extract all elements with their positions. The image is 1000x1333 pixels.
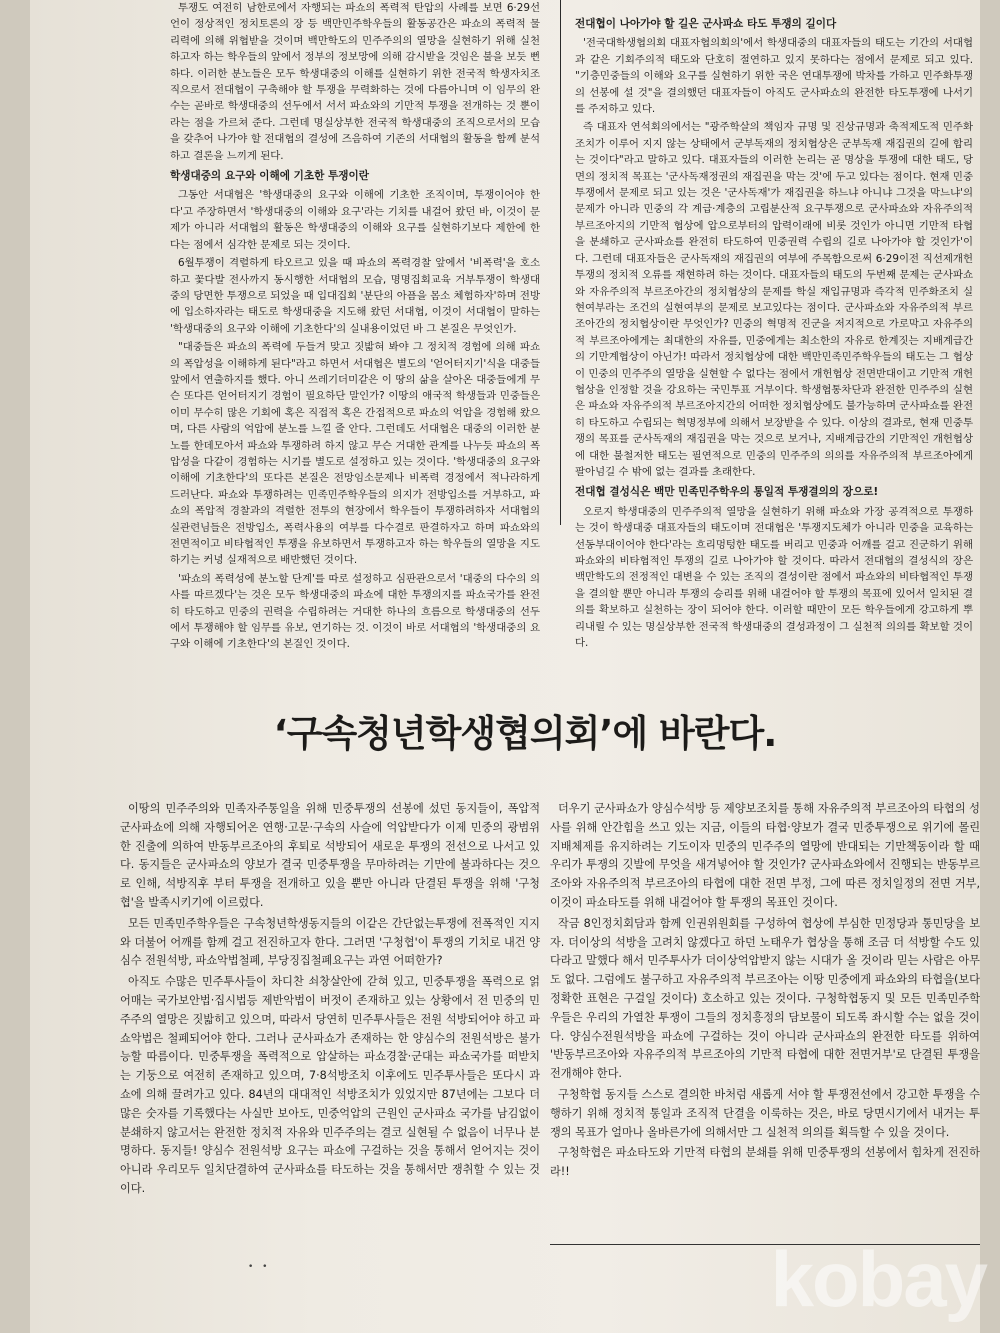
paragraph: '파쇼의 폭력성에 분노할 단계'를 따로 설정하고 심판관으로서 '대중의 다수의 의사를 따르겠다'는 것은 모두 학생대중의 파쇼에 대한 투쟁의지를 파쇼국가를 완전히 타도하고 민중의 권력을 수립하려는 거대한 하나의 흐름으로 학생대중의 선두에서 투쟁해야 할 임무를 유보, 연기하는 것. 이것이 바로 서대협의 '학생대중의 요구와 이해에 기초한다'의 본질인 것이다. <box>170 572 540 651</box>
paragraph: 오로지 학생대중의 민주주의적 열망을 실현하기 위해 파쇼와 가장 공격적으로 투쟁하는 것이 학생대중 대표자들의 태도이며 전대협은 '투쟁지도체가 아니라 민중을 교육하는 선동부대이어야 한다'라는 흐리멍텅한 태도를 버리고 민중과 어깨를 걸고 진군하기 위해 파쇼와의 비타협적인 투쟁의 길로 나아가야 할 것이다. 따라서 전대협의 결성식의 장은 백만학도의 전정적인 대변을 수 있는 조직의 결성이란 점에서 파쇼와의 비타협적인 투쟁을 결의할 뿐만 아니라 투쟁의 승리를 위해 내걸어야 할 투쟁의 목표에 있어서 일치된 결의를 확보하고 실천하는 장이 되어야 한다. 이러할 때만이 모든 학우들에게 강고하게 뿌리내릴 수 있는 명실상부한 전국적 학생대중의 결성과정이 그 실천적 의의를 확보할 것이다. <box>575 505 973 650</box>
bottom-right-column <box>550 800 980 1245</box>
section-heading: 학생대중의 요구와 이해에 기초한 투쟁이란 <box>170 170 369 183</box>
paragraph: 작금 8인정치회담과 함께 인권위원회를 구성하여 협상에 부심한 민정당과 통민당을 보자. 더이상의 석방을 고려치 않겠다고 하던 노태우가 협상을 통해 조금 더 석방할 수도 있다라고 말했다 해서 민주투사가 더이상억압받지 않는 시대가 올 것이라 믿는 사람은 아무도 없다. 그럼에도 불구하고 자유주의적 부르조아는 이땅 민중에게 파쇼와의 타협을(보다 정확한 표현은 구걸일 것이다) 호소하고 있는 것이다. 구청학협동지 및 모든 민족민주학우들은 우리의 가열찬 투쟁이 그들의 정치흥정의 담보물이 되도록 좌시할 수는 없을 것이다. 양심수전원석방을 파쇼에 구걸하는 것이 아니라 군사파쇼의 완전한 타도를 위하여 '반동부르조아와 자유주의적 부르조아의 기만적 타협에 대한 전면거부'로 단결된 투쟁을 전개해야 한다. <box>550 916 980 1081</box>
top-left-column <box>170 0 540 690</box>
paragraph: 아직도 수많은 민주투사들이 차디찬 쇠창살안에 갇혀 있고, 민중투쟁을 폭력으로 얽어매는 국가보안법·집시법등 제반악법이 버젓이 존재하고 있는 상황에서 전 민중의 민주주의 열망은 짓밟히고 있으며, 따라서 당연히 민주투사들은 전원 석방되어야 하고 파쇼악법은 철폐되어야 한다. 그러나 군사파쇼가 존재하는 한 양심수의 전원석방은 불가능할 따름이다. 민중투쟁을 폭력적으로 압살하는 파쇼경찰·군대는 파쇼국가를 떠받치는 기둥으로 여전히 존재하고 있으며, 7·8석방조치 이후에도 민주투사들은 또다시 과쇼에 의해 끌려가고 있다. 84년의 대대적인 석방조치가 있었지만 87년에는 그보다 더많은 숫자를 기록했다는 사실만 보아도, 민중억압의 근원인 군사파쇼 국가를 남김없이 분쇄하지 않고서는 완전한 정치적 자유와 민주주의는 결코 실현될 수 없음이 너무나 분명하다. 동지들! 양심수 전원석방 요구는 파쇼에 구걸하는 것을 통해서 얻어지는 것이 아니라 우리모두 일치단결하여 군사파쇼를 타도하는 것을 통해서만 쟁취할 수 있는 것이다. <box>120 975 540 1195</box>
paragraph: 투쟁도 여전히 남한로에서 자행되는 파쇼의 폭력적 탄압의 사례를 보면 6·29선언이 정상적인 정치토론의 장 등 백만민주학우들의 활동공간은 파쇼의 폭력적 물리력에 의해 위협받을 것이며 백만학도의 민주주의의 열망을 실현하기 위해 실천하고자 하는 학우들의 앞에서 정부의 정보망에 의해 감시받을 것임은 불을 보듯 뻔하다. 이러한 분노들은 모두 학생대중의 이해를 실현하기 위한 전국적 학생자치조직으로서 전대협이 구축해야 할 투쟁을 무력화하는 것에 다름아니며 이 임무의 완수는 곧바로 학생대중의 선두에서 서서 파쇼와의 기만적 투쟁을 전개하는 것 뿐이라는 점을 가르쳐 준다. 그런데 명실상부한 전국적 학생대중의 조직으로서의 모습을 갖추어 나가야 할 전대협의 결성에 즈음하여 기존의 서대협의 활동을 함께 분석하고 결론을 느끼게 된다. <box>170 2 540 162</box>
paragraph: '전국대학생협의회 대표자협의회의'에서 학생대중의 대표자들의 태도는 기간의 서대협과 같은 기회주의적 태도와 단호히 절연하고 있지 못하다는 점에서 문제로 되고 있다. "기층민중들의 이해와 요구를 실현하기 위한 국은 연대투쟁에 박차를 가하고 민주화투쟁의 선봉에 설 것"을 결의했던 대표자들이 아직도 군사파쇼의 완전한 타도투쟁에 나서기를 주저하고 있다. <box>575 37 973 116</box>
bottom-left-column <box>120 800 540 1270</box>
top-right-column <box>575 12 973 712</box>
paragraph: 구청학협 동지들 스스로 결의한 바처럼 새롭게 서야 할 투쟁전선에서 강고한 투쟁을 수행하기 위해 정치적 통일과 조직적 단결을 이룩하는 것은, 바로 당면시기에서 내거는 투쟁의 목표가 얼마나 올바른가에 의해서만 그 실천적 의의를 획득할 수 있을 것이다. <box>550 1087 980 1139</box>
paragraph: 더우기 군사파쇼가 양심수석방 등 제양보조치를 통해 자유주의적 부르조아의 타협의 성사를 위해 안간힘을 쓰고 있는 지금, 이들의 타협·양보가 결국 민중투쟁으로 위기에 몰린 지배체제를 유지하려는 기도이자 민중의 민주주의 열망에 반대되는 기만책동이라 할 때 우리가 투쟁의 깃발에 무엇을 새겨넣어야 할 것인가? 군사파쇼와에서 진행되는 반동부르조아와 자유주의적 부르조아의 타협에 대한 전면 부정, 그에 따른 정치일정의 전면 거부, 이것이 파쇼타도를 위해 내걸어야 할 투쟁의 목표인 것이다. <box>550 802 980 909</box>
paragraph: 6월투쟁이 격렬하게 타오르고 있을 때 파쇼의 폭력경찰 앞에서 '비폭력'을 호소하고 꽃다발 전사까지 동시행한 서대협의 모습, 명명집회교육 거부투쟁이 학생대중의 당면한 투쟁으로 되었을 때 입대집회 '분단의 아픔을 몸소 체험하자'하며 전방에 입소하자라는 태도로 학생대중을 지도해 왔던 서대협, 이것이 서대협이 말하는 '학생대중의 요구와 이해에 기초한다'의 실내용이었던 바 그 본질은 무엇인가. <box>170 257 540 335</box>
newspaper-page <box>30 0 980 1333</box>
column-divider <box>560 0 561 525</box>
watermark-logo: kobay <box>770 1235 986 1323</box>
print-specks: • • <box>248 1262 271 1272</box>
section-heading: 전대협 결성식은 백만 민족민주학우의 통일적 투쟁결의의 장으로! <box>575 486 879 499</box>
paragraph: 모든 민족민주학우들은 구속청년학생동지들의 이같은 간단없는투쟁에 전폭적인 지지와 더불어 어깨를 함께 걸고 전진하고자 한다. 그러면 '구청협'이 투쟁의 기치로 내건 양심수 전원석방, 파쇼악법철폐, 부당징집철폐요구는 과연 어떠한가? <box>120 916 540 968</box>
paragraph: 구청학협은 파쇼타도와 기만적 타협의 분쇄를 위해 민중투쟁의 선봉에서 힘차게 전진하라!! <box>550 1146 980 1179</box>
article-headline: ‘구속청년학생협의회’에 바란다. <box>273 712 777 755</box>
paragraph: 이땅의 민주주의와 민족자주통일을 위해 민중투쟁의 선봉에 섰던 동지들이, 폭압적 군사파쇼에 의해 자행되어온 연행·고문·구속의 사슬에 억압받다가 이제 민중의 광범위한 진출에 의하여 반동부르조아의 후퇴로 석방되어 새로운 투쟁의 전선으로 나서고 있다. 동지들은 군사파쇼의 양보가 결국 민중투쟁을 무마하려는 기만에 불과하다는 것으로 인해, 석방직후 부터 투쟁을 전개하고 있을 뿐만 아니라 단결된 투쟁을 위해 '구청협'을 발족시키기에 이르렀다. <box>120 802 540 909</box>
paragraph: 즉 대표자 연석회의에서는 "광주학살의 책임자 규명 및 진상규명과 축적제도적 민주화조치가 이루어 지지 않는 상태에서 군부독재의 정치협상은 군부독재 재집권의 길에 합리는 것이다"라고 말하고 있다. 대표자들의 이러한 논리는 곧 명상을 투쟁에 대한 태도, 당면의 정치적 목표는 '군사독재정권의 재집권을 막는 것'에 두고 있다는 점이다. 현재 민중투쟁에서 문제로 되고 있는 것은 '군사독재'가 재집권을 하느냐 아니냐 그것을 막느냐'의 문제가 아니라 민중의 각 계급·계층의 고립분산적 요구투쟁으로 군사파쇼와 자유주의적 부르조아지의 기만적 협상에 압으로부터의 압력이래에 비롯 것인가 아니면 기만적 타협을 분쇄하고 군사파쇼를 완전히 타도하여 민중권력 수립의 길로 나아가야 할 것인가'이다. 그런데 대표자들은 군사독재의 재집권의 여부에 주목함으로써 6·29이전 직선제개헌투쟁의 정치적 오류를 재현하려 하는 것이다. 대표자들의 태도의 두번째 문제는 군사파쇼와 자유주의적 부르조아간의 정치협상의 문제를 학실 재입규명과 즉각적 민주화조치 실현여부라는 조건의 실현여부의 문제로 보고있다는 점이다. 군사파쇼와 자유주의적 부르조아간의 정치협상이란 무엇인가? 민중의 혁명적 진군을 저지적으로 가로막고 자유주의적 부르조아에게는 최대한의 자유를, 민중에게는 최소한의 자유로 한계짓는 지배계급간의 기만계협상이 아닌가! 따라서 정치협상에 대한 백만민족민주학우들의 태도는 그 협상이 민중의 민주주의 열망을 실현할 수 없다는 점에서 개헌협상 전면반대이고 기만적 개헌협상을 인정할 것을 강요하는 국민투표 거부이다. 학생협통차단과 완전한 민주주의 실현은 파쇼와 자유주의적 부르조아지간의 어떠한 정치협상에도 불가능하며 군사파쇼를 완전히 타도하고 수립되는 혁명정부에 의해서 보장받을 수 있다. 이상의 결과로, 현재 민중투쟁의 목표를 군사독재의 재집권을 막는 것으로 보거나, 지배계급간의 기만적인 개헌협상에 대한 불철저한 태도는 필연적으로 민중의 민주주의 의의를 자유주의적 부르조아에게 팔아넘길 수 밖에 없는 결과를 초래한다. <box>575 121 973 478</box>
section-heading: 전대협이 나아가야 할 길은 군사파쇼 타도 투쟁의 길이다 <box>575 18 837 30</box>
paragraph: 그동안 서대협은 '학생대중의 요구와 이해에 기초한 조직이며, 투쟁이어야 한다'고 주장하면서 '학생대중의 이해와 요구'라는 기치를 내걸어 왔던 바, 이것이 문제가 아니라 서대협의 활동은 학생대중의 이해와 요구를 실현하기보다 제한에 한다는 점에서 심각한 문제로 되는 것이다. <box>170 189 540 251</box>
paragraph: "대중들은 파쇼의 폭력에 두들겨 맞고 짓밟혀 봐야 그 정치적 경험에 의해 파쇼의 폭압성을 이해하게 된다"라고 하면서 서대협은 별도의 '얻어터지기'식을 대중들 앞에서 연출하지를 했다. 아니 쓰레기더미같은 이 땅의 삶을 살아온 대중들에게 무슨 또다른 얻어터지기 경험이 필요하단 말인가? 이땅의 애국적 학생들과 민중들은 이미 무수히 많은 기회에 혹은 직접적 혹은 간접적으로 파쇼의 억압을 경험해 왔으며, 다른 사람의 억압에 분노를 느낄 줄 안다. 그런데도 서대협은 대중의 이러한 분노를 한데모아서 파쇼와 투쟁하려 하지 않고 무슨 거대한 관계를 나누듯 파쇼의 폭압성을 다같이 경험하는 시기를 별도로 설정하고 있는 것이다. '학생대중의 요구와 이해에 기초한다'의 또다른 본질은 전망임소문제나 비폭력 경정에서 적나라하게 드러난다. 파쇼와 투쟁하려는 민족민주학우들의 의지가 전방입소를 거부하고, 파쇼의 폭압적 경찰과의 격렬한 전투의 현장에서 학우들이 투쟁하려하자 서대협의 실관련님들은 전방입소, 폭력사용의 여부를 다수결로 판결하자고 하며 파쇼와의 전면적이고 비타협적인 투쟁을 유보하면서 투쟁하고자 하는 학우들의 열망을 지도하기는 커녕 실재적으로 배반했던 것이다. <box>170 341 540 567</box>
